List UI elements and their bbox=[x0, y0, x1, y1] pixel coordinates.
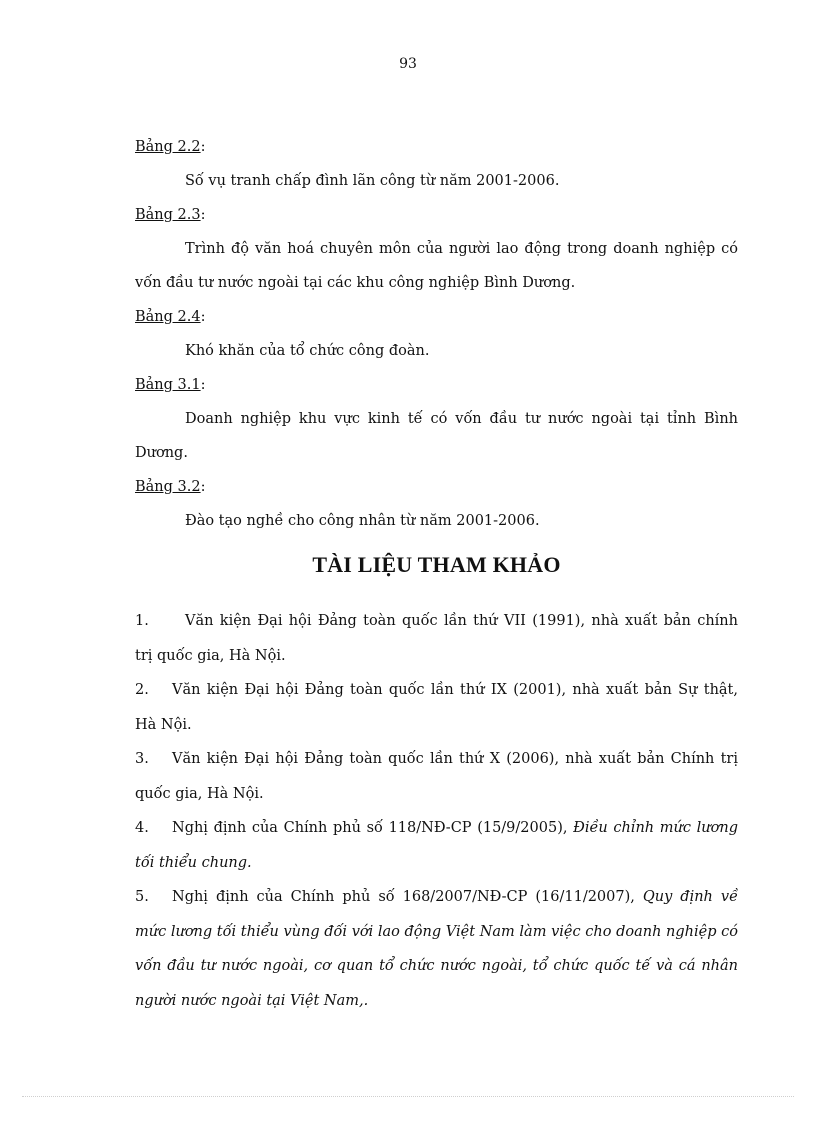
table-entry bbox=[135, 300, 738, 368]
table-entry bbox=[135, 130, 738, 198]
table-label: Bảng 3.1 bbox=[135, 377, 201, 393]
table-label: Bảng 2.4 bbox=[135, 309, 201, 325]
table-caption: Đào tạo nghề cho công nhân từ năm 2001-2006. bbox=[185, 513, 540, 529]
reference-line: 1. Văn kiện Đại hội Đảng toàn quốc lần thứ VII (1991), nhà xuất bản chính bbox=[135, 604, 738, 639]
reference-title-italic: Điều chỉnh mức lương bbox=[573, 820, 738, 836]
page-content bbox=[135, 130, 738, 1018]
reference-line: trị quốc gia, Hà Nội. bbox=[135, 647, 286, 664]
reference-line: 4. Nghị định của Chính phủ số 118/NĐ-CP (15/9/2005), Điều chỉnh mức lương bbox=[135, 811, 738, 846]
reference-item bbox=[135, 673, 738, 742]
table-entry bbox=[135, 470, 738, 538]
footer-divider bbox=[22, 1096, 794, 1097]
table-label-row: Bảng 2.3: bbox=[135, 207, 206, 223]
table-caption: Trình độ văn hoá chuyên môn của người lao động trong doanh nghiệp có bbox=[185, 241, 738, 257]
reference-title-italic: tối thiểu chung. bbox=[135, 854, 252, 871]
reference-line: Hà Nội. bbox=[135, 716, 192, 733]
reference-item bbox=[135, 811, 738, 880]
table-label-row: Bảng 2.2: bbox=[135, 139, 206, 155]
table-label-row: Bảng 2.4: bbox=[135, 309, 206, 325]
reference-number: 1. bbox=[135, 613, 149, 629]
table-caption-continued: Dương. bbox=[135, 445, 188, 461]
table-label: Bảng 3.2 bbox=[135, 479, 201, 495]
reference-line: 3. Văn kiện Đại hội Đảng toàn quốc lần thứ X (2006), nhà xuất bản Chính trị bbox=[135, 742, 738, 777]
table-entry bbox=[135, 198, 738, 300]
table-caption: Khó khăn của tổ chức công đoàn. bbox=[185, 343, 430, 359]
reference-number: 4. bbox=[135, 820, 149, 836]
reference-item bbox=[135, 742, 738, 811]
table-label-row: Bảng 3.1: bbox=[135, 377, 206, 393]
reference-number: 3. bbox=[135, 751, 149, 767]
table-caption-continued: vốn đầu tư nước ngoài tại các khu công nghiệp Bình Dương. bbox=[135, 275, 576, 291]
table-caption: Số vụ tranh chấp đình lãn công từ năm 2001-2006. bbox=[185, 173, 560, 189]
reference-title-italic: Quy định về bbox=[642, 889, 738, 905]
references-title: TÀI LIỆU THAM KHẢO bbox=[312, 552, 561, 577]
page-number: 93 bbox=[399, 56, 417, 72]
reference-line: quốc gia, Hà Nội. bbox=[135, 785, 264, 802]
table-label: Bảng 2.3 bbox=[135, 207, 201, 223]
reference-line: 2. Văn kiện Đại hội Đảng toàn quốc lần thứ IX (2001), nhà xuất bản Sự thật, bbox=[135, 673, 738, 708]
reference-title-italic: mức lương tối thiểu vùng đối với lao động Việt Nam làm việc cho doanh nghiệp có bbox=[135, 923, 738, 940]
reference-line: 5. Nghị định của Chính phủ số 168/2007/NĐ-CP (16/11/2007), Quy định về bbox=[135, 880, 738, 915]
table-label: Bảng 2.2 bbox=[135, 139, 201, 155]
table-caption: Doanh nghiệp khu vực kinh tế có vốn đầu tư nước ngoài tại tỉnh Bình bbox=[185, 411, 738, 427]
reference-number: 5. bbox=[135, 889, 149, 905]
reference-item bbox=[135, 880, 738, 1018]
reference-item bbox=[135, 604, 738, 673]
table-entry bbox=[135, 368, 738, 470]
table-label-row: Bảng 3.2: bbox=[135, 479, 206, 495]
reference-number: 2. bbox=[135, 682, 149, 698]
reference-title-italic: người nước ngoài tại Việt Nam,. bbox=[135, 992, 369, 1009]
reference-title-italic: vốn đầu tư nước ngoài, cơ quan tổ chức nước ngoài, tổ chức quốc tế và cá nhân bbox=[135, 958, 738, 974]
